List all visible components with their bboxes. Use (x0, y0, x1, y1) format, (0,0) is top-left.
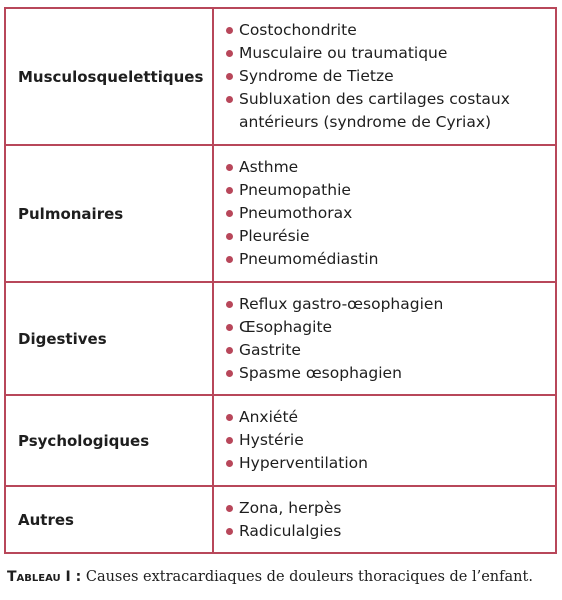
list-item-text: Hystérie (239, 431, 304, 449)
list-item-text: Pneumomédiastin (239, 250, 379, 268)
list-item-text: Reflux gastro-œsophagien (239, 294, 444, 313)
causes-table-body (5, 8, 556, 553)
list-item (226, 19, 549, 42)
list-item (226, 156, 549, 179)
bullet-dot-icon (226, 210, 233, 217)
bullet-dot-icon (226, 460, 233, 467)
bullet-dot-icon (226, 73, 233, 80)
list-item (226, 248, 549, 271)
list-item (226, 429, 549, 452)
list-item (226, 225, 549, 248)
bullet-dot-icon (226, 233, 233, 240)
list-item-text: Costochondrite (239, 21, 357, 39)
category-cell: Digestives (5, 282, 213, 395)
list-item (226, 452, 549, 475)
bullet-dot-icon (226, 414, 233, 421)
table-row (5, 486, 556, 553)
list-item-text: Zona, herpès (239, 498, 342, 517)
list-item (226, 316, 549, 339)
caption-text: Causes extracardiaques de douleurs thoraciques de l’enfant. (81, 569, 533, 585)
table-caption (7, 569, 557, 585)
category-cell: Psychologiques (5, 395, 213, 486)
list-item-text: Pneumopathie (239, 181, 351, 199)
bullet-dot-icon (226, 50, 233, 57)
table-row (5, 282, 556, 395)
bullet-dot-icon (226, 301, 233, 308)
list-item (226, 520, 549, 543)
list-item-text: Hyperventilation (239, 454, 368, 472)
items-cell (213, 282, 556, 395)
bullet-dot-icon (226, 528, 233, 535)
list-item (226, 406, 549, 429)
list-item (226, 339, 549, 362)
items-cell (213, 395, 556, 486)
list-item (226, 497, 549, 520)
list-item-text: Pneumothorax (239, 204, 353, 222)
list-item-text: Gastrite (239, 340, 301, 359)
list-item-text: Œsophagite (239, 317, 333, 336)
bullet-list (226, 406, 549, 475)
bullet-dot-icon (226, 27, 233, 34)
items-cell (213, 145, 556, 282)
category-cell: Musculosquelettiques (5, 8, 213, 145)
list-item-text: Subluxation des cartilages costaux antérieurs (syndrome de Cyriax) (239, 90, 510, 131)
list-item-text: Asthme (239, 158, 299, 176)
bullet-list (226, 497, 549, 543)
bullet-dot-icon (226, 437, 233, 444)
list-item (226, 362, 549, 385)
list-item (226, 179, 549, 202)
bullet-dot-icon (226, 347, 233, 354)
items-cell (213, 8, 556, 145)
category-cell: Autres (5, 486, 213, 553)
items-cell (213, 486, 556, 553)
list-item-text: Syndrome de Tietze (239, 67, 394, 85)
bullet-dot-icon (226, 505, 233, 512)
list-item (226, 65, 549, 88)
bullet-dot-icon (226, 256, 233, 263)
bullet-dot-icon (226, 324, 233, 331)
list-item-text: Pleurésie (239, 227, 310, 245)
bullet-dot-icon (226, 370, 233, 377)
bullet-dot-icon (226, 96, 233, 103)
list-item (226, 293, 549, 316)
table-row (5, 8, 556, 145)
bullet-list (226, 156, 549, 271)
list-item-text: Radiculalgies (239, 521, 342, 540)
list-item (226, 42, 549, 65)
list-item (226, 88, 549, 134)
list-item-text: Spasme œsophagien (239, 363, 402, 382)
table-row (5, 395, 556, 486)
bullet-list (226, 293, 549, 385)
category-cell: Pulmonaires (5, 145, 213, 282)
list-item-text: Anxiété (239, 408, 299, 426)
list-item-text: Musculaire ou traumatique (239, 44, 448, 62)
bullet-list (226, 19, 549, 134)
table-row (5, 145, 556, 282)
bullet-dot-icon (226, 164, 233, 171)
causes-table (4, 7, 557, 554)
causes-table-frame (4, 7, 557, 552)
bullet-dot-icon (226, 187, 233, 194)
caption-label: Tableau I : (7, 569, 82, 585)
list-item (226, 202, 549, 225)
